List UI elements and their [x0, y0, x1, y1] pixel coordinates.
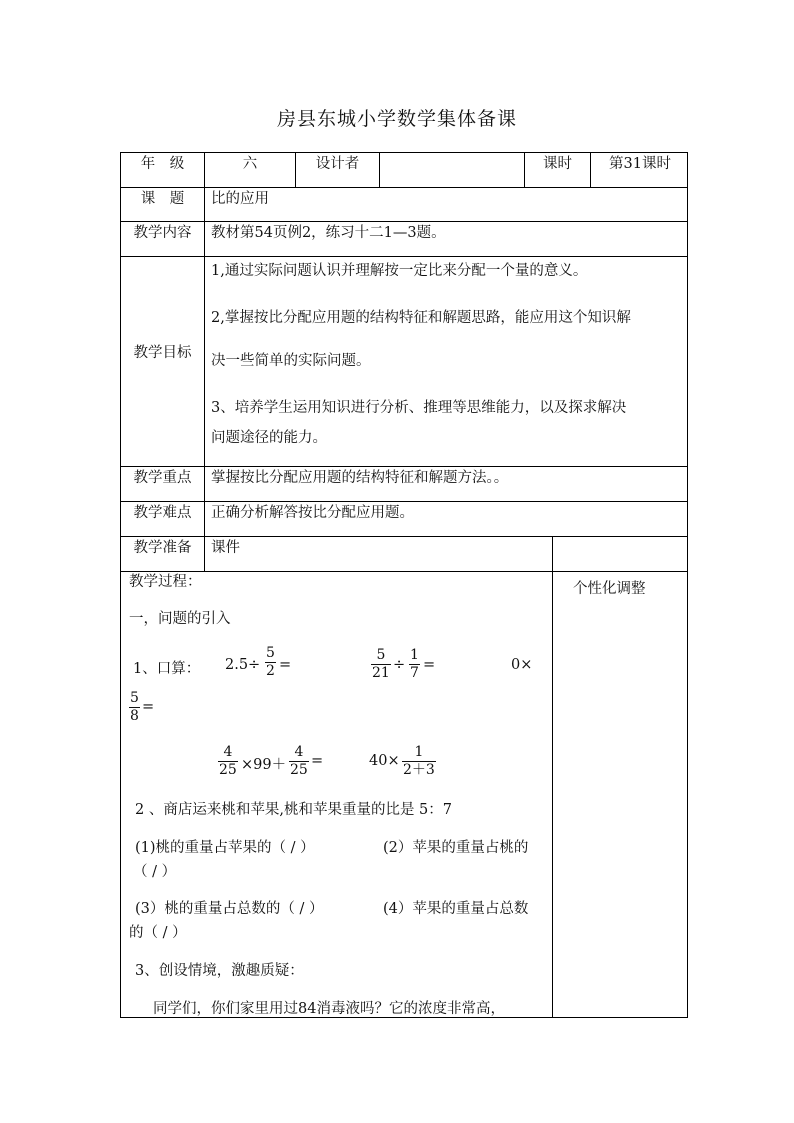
equals-sign: = [311, 753, 324, 769]
page-title: 房县东城小学数学集体备课 [276, 108, 517, 130]
goal-line: 问题途径的能力。 [211, 430, 327, 446]
denominator: 2＋3 [403, 762, 435, 778]
lesson-plan-table [120, 152, 688, 1018]
denominator: 25 [290, 762, 308, 778]
key-label: 教学重点 [133, 470, 192, 486]
row-divider [121, 466, 687, 467]
denominator: 8 [130, 708, 139, 724]
question-2-2: (2）苹果的重量占桃的 [383, 840, 529, 856]
fraction [371, 647, 391, 682]
numerator: 4 [294, 744, 304, 760]
fraction [409, 647, 420, 682]
content-label: 教学内容 [133, 225, 192, 241]
question-3-text: 同学们，你们家里用过84消毒液吗？它的浓度非常高， [153, 1001, 505, 1017]
equals-sign: = [279, 657, 292, 673]
difficulty-label: 教学难点 [133, 505, 192, 521]
fraction [289, 744, 309, 779]
period-label: 课时 [543, 156, 572, 172]
process-heading: 教学过程： [129, 574, 202, 590]
expr1-prefix: 2.5÷ [225, 657, 261, 673]
row-divider [121, 571, 687, 572]
goal-line: 2,掌握按比分配应用题的结构特征和解题思路，能应用这个知识解 [211, 310, 631, 326]
content-value: 教材第54页例2，练习十二1—3题。 [211, 225, 446, 241]
row-divider [121, 256, 687, 257]
question-2-3: (3）桃的重量占总数的（ / ） [135, 901, 324, 917]
equals-sign: = [423, 657, 436, 673]
denominator: 2 [266, 663, 275, 679]
oral-label: 1、口算： [133, 661, 201, 677]
question-2-4: (4）苹果的重量占总数 [383, 901, 529, 917]
fraction [129, 690, 140, 725]
question-2-4-answer: 的（ / ） [129, 925, 187, 941]
side-column-label: 个性化调整 [573, 581, 646, 597]
row-divider [121, 187, 687, 188]
question-2-1: (1)桃的重量占苹果的（ / ） [135, 840, 315, 856]
expr5-prefix: 40× [369, 753, 400, 769]
equals-sign: = [142, 699, 155, 715]
row-divider [121, 536, 687, 537]
numerator: 4 [223, 744, 233, 760]
goals-label: 教学目标 [133, 345, 192, 361]
section-heading: 一，问题的引入 [129, 611, 231, 627]
period-value: 第31课时 [609, 156, 671, 172]
goal-line: 决一些简单的实际问题。 [211, 353, 371, 369]
difficulty-value: 正确分析解答按比分配应用题。 [211, 505, 414, 521]
denominator: 21 [372, 665, 390, 681]
numerator: 5 [376, 647, 386, 663]
numerator: 1 [414, 744, 424, 760]
topic-value: 比的应用 [211, 191, 269, 207]
key-value: 掌握按比分配应用题的结构特征和解题方法。。 [211, 470, 509, 486]
column-divider [204, 153, 205, 572]
grade-label: 年 级 [140, 156, 185, 172]
goal-line: 3、培养学生运用知识进行分析、推理等思维能力，以及探求解决 [211, 400, 627, 416]
question-2: 2 、商店运来桃和苹果,桃和苹果重量的比是 5：7 [135, 802, 453, 818]
row-divider [121, 501, 687, 502]
row-divider [121, 221, 687, 222]
fraction [218, 744, 238, 779]
grade-value: 六 [242, 156, 258, 172]
prep-label: 教学准备 [133, 540, 192, 556]
numerator: 5 [130, 690, 139, 706]
expr4-middle: ×99＋ [241, 757, 287, 773]
column-divider [552, 536, 553, 1018]
question-2-2-answer: （ / ） [133, 864, 177, 880]
denominator: 25 [219, 762, 237, 778]
question-3: 3、创设情境，激趣质疑： [135, 963, 304, 979]
denominator: 7 [410, 665, 419, 681]
column-divider [379, 153, 380, 188]
fraction [265, 645, 276, 680]
numerator: 5 [266, 645, 275, 661]
numerator: 1 [410, 647, 419, 663]
goal-line: 1,通过实际问题认识并理解按一定比来分配一个量的意义。 [211, 263, 588, 279]
designer-label: 设计者 [315, 156, 360, 172]
expr3-prefix: 0× [511, 657, 533, 673]
fraction [402, 744, 436, 779]
prep-value: 课件 [211, 540, 240, 556]
topic-label: 课 题 [140, 191, 185, 207]
division-sign: ÷ [393, 657, 406, 673]
